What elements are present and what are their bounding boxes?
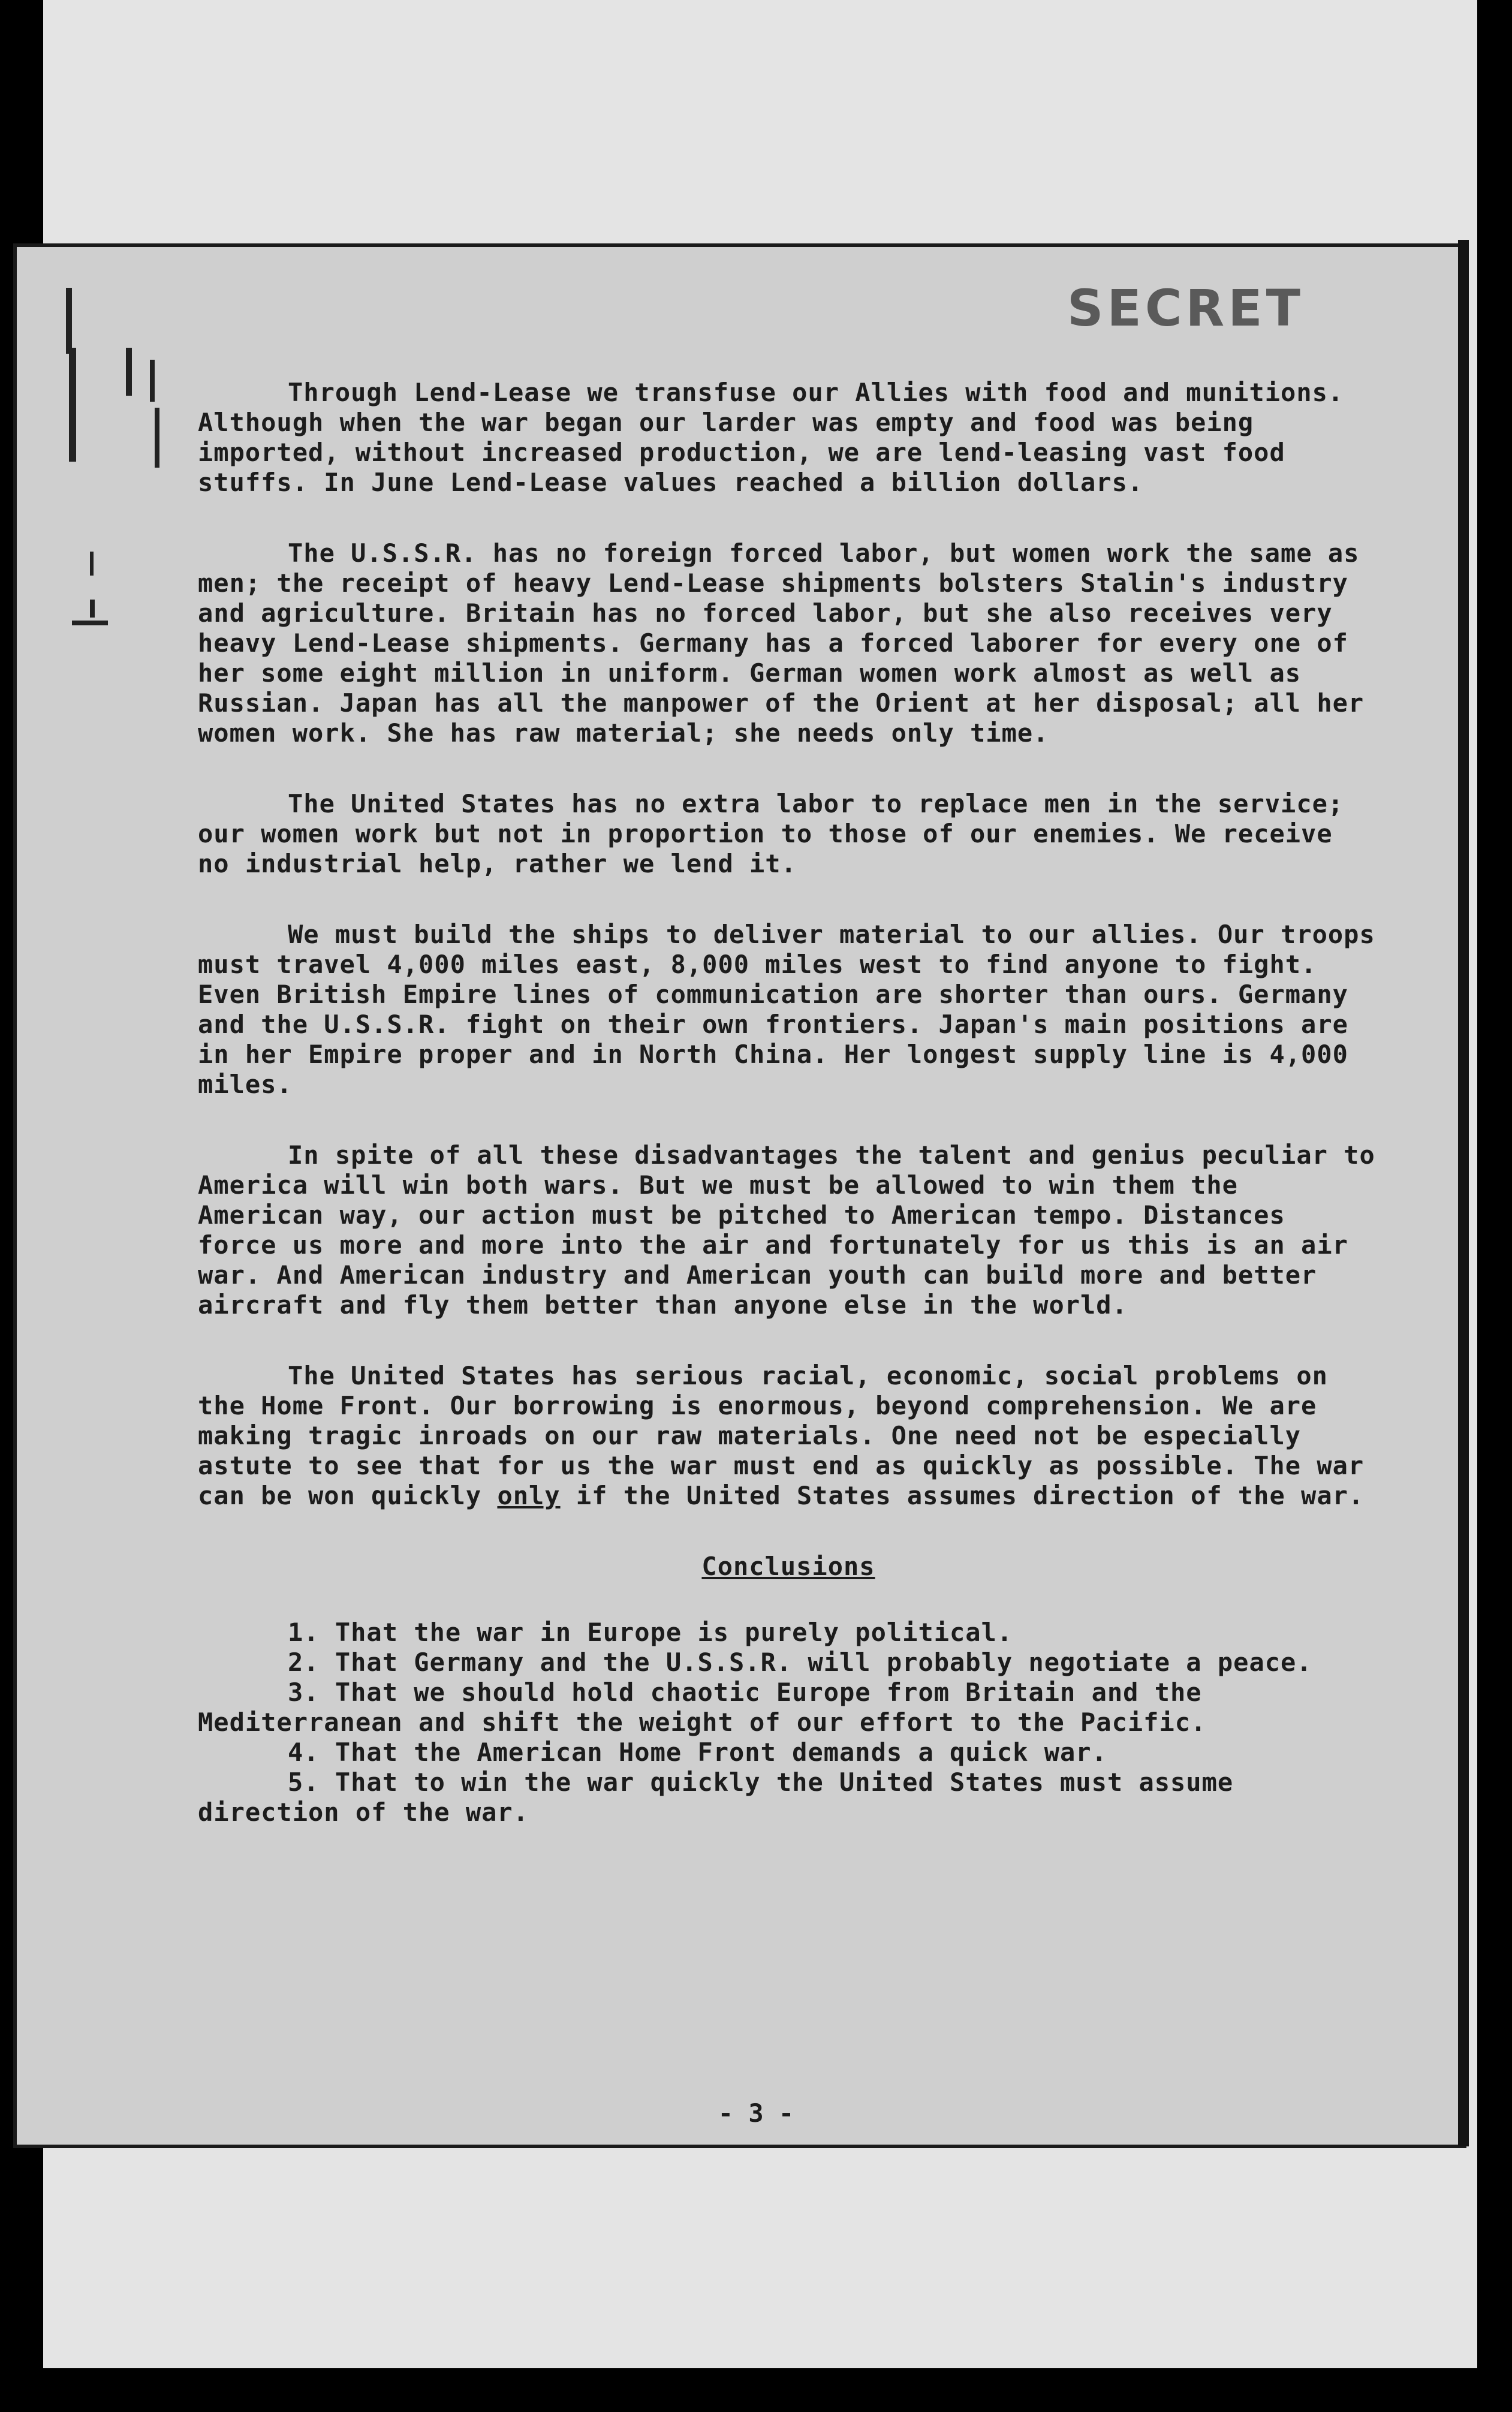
punch-mark xyxy=(90,600,95,618)
paragraph: The United States has no extra labor to replace men in the service; our women work but not in proportion to those of our enemies. We receive no industrial help, rather we lend it. xyxy=(198,789,1344,878)
conclusion-item: 3. That we should hold chaotic Europe from Britain and the Mediterranean and shift the weight of our effort to the Pacific. xyxy=(198,1678,1207,1737)
secret-stamp: SECRET xyxy=(1067,279,1304,338)
punch-mark xyxy=(150,360,155,402)
conclusion-item: 5. That to win the war quickly the United States must assume direction of the war. xyxy=(198,1767,1234,1827)
punch-mark xyxy=(155,408,159,468)
conclusions-heading: Conclusions xyxy=(701,1552,875,1581)
emphasis-only: only xyxy=(497,1481,561,1510)
punch-mark xyxy=(66,288,72,354)
paragraph: The U.S.S.R. has no foreign forced labor, but women work the same as men; the receipt of heavy Lend-Lease shipments bolsters Stalin's industry and agriculture. Britain has no forced labor, but she also receives very heavy Lend-Lease shipments. Germany has a forced laborer for every one of her some eight million in uniform. German women work almost as well as Russian. Japan has all the manpower of the Orient at her disposal; all her women work. She has raw material; she needs only time. xyxy=(198,538,1365,748)
conclusion-item: 1. That the war in Europe is purely political. xyxy=(288,1618,1013,1647)
punch-mark xyxy=(72,621,108,625)
paragraph-home-front xyxy=(198,1361,1379,1511)
page-number: - 3 - xyxy=(718,2098,794,2128)
punch-mark xyxy=(126,348,132,396)
paragraph-text: The United States has serious racial, economic, social problems on the Home Front. Our borrowing is enormous, beyond comprehension. We are making tragic inroads on our raw materials. One need not be especially astute to see that for us the war must end as quickly as possible. The war can be won quickly xyxy=(198,1361,1365,1510)
conclusion-item: 2. That Germany and the U.S.S.R. will probably negotiate a peace. xyxy=(288,1648,1312,1677)
conclusion-item: 4. That the American Home Front demands a quick war. xyxy=(288,1738,1107,1767)
page-edge xyxy=(1458,240,1469,2146)
paragraph-text: if the United States assumes direction of the war. xyxy=(560,1481,1365,1510)
paragraph: Through Lend-Lease we transfuse our Allies with food and munitions. Although when the war began our larder was empty and food was being imported, without increased production, we are lend-leasing vast food stuffs. In June Lend-Lease values reached a billion dollars. xyxy=(198,378,1344,497)
punch-mark xyxy=(90,552,94,576)
paragraph: In spite of all these disadvantages the talent and genius peculiar to America will win both wars. But we must be allowed to win them the American way, our action must be pitched to American tempo. Distances force us more and more into the air and fortunately for us this is an air war. And American industry and American youth can build more and better aircraft and fly them better than anyone else in the world. xyxy=(198,1140,1375,1320)
paragraph: We must build the ships to deliver material to our allies. Our troops must travel 4,000 miles east, 8,000 miles west to find anyone to fight. Even British Empire lines of communication are shorter than ours. Germany and the U.S.S.R. fight on their own frontiers. Japan's main positions are in her Empire proper and in North China. Her longest supply line is 4,000 miles. xyxy=(198,920,1375,1099)
punch-mark xyxy=(69,348,76,462)
document-body xyxy=(198,378,1379,1827)
conclusions-list xyxy=(198,1618,1379,1827)
